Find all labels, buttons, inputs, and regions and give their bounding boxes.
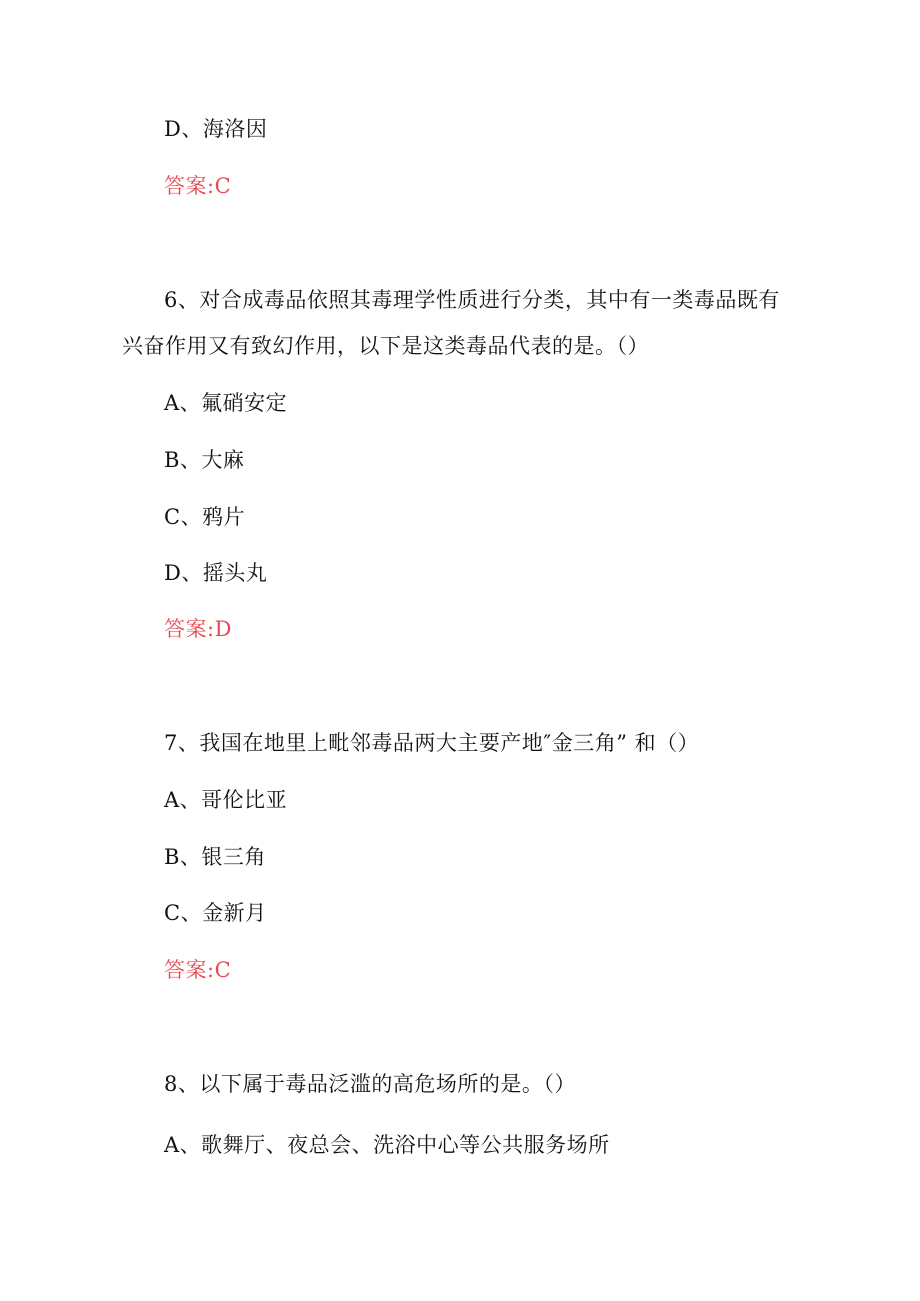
q6-option-d: D、摇头丸	[164, 561, 268, 585]
q6-answer: 答案:D	[164, 617, 232, 641]
prev-answer: 答案:C	[164, 174, 232, 198]
q6-stem-line2: 兴奋作用又有致幻作用，以下是这类毒品代表的是。（）	[122, 334, 649, 358]
q6-option-c: C、鸦片	[164, 505, 246, 529]
q7-option-a: A、哥伦比亚	[164, 788, 288, 812]
q8-option-a: A、歌舞厅、夜总会、洗浴中心等公共服务场所	[164, 1133, 610, 1157]
q7-answer: 答案:C	[164, 958, 232, 982]
q7-option-b: B、银三角	[164, 845, 266, 869]
q6-stem-line1: 6、对合成毒品依照其毒理学性质进行分类，其中有一类毒品既有	[164, 288, 780, 312]
q7-stem: 7、我国在地里上毗邻毒品两大主要产地″金三角” 和（）	[164, 731, 700, 755]
q7-option-c: C、金新月	[164, 901, 267, 925]
q8-stem: 8、以下属于毒品泛滥的高危场所的是。（）	[164, 1072, 576, 1096]
q6-option-b: B、大麻	[164, 448, 245, 472]
prev-option-d: D、海洛因	[164, 117, 268, 141]
q6-option-a: A、氟硝安定	[164, 391, 288, 415]
